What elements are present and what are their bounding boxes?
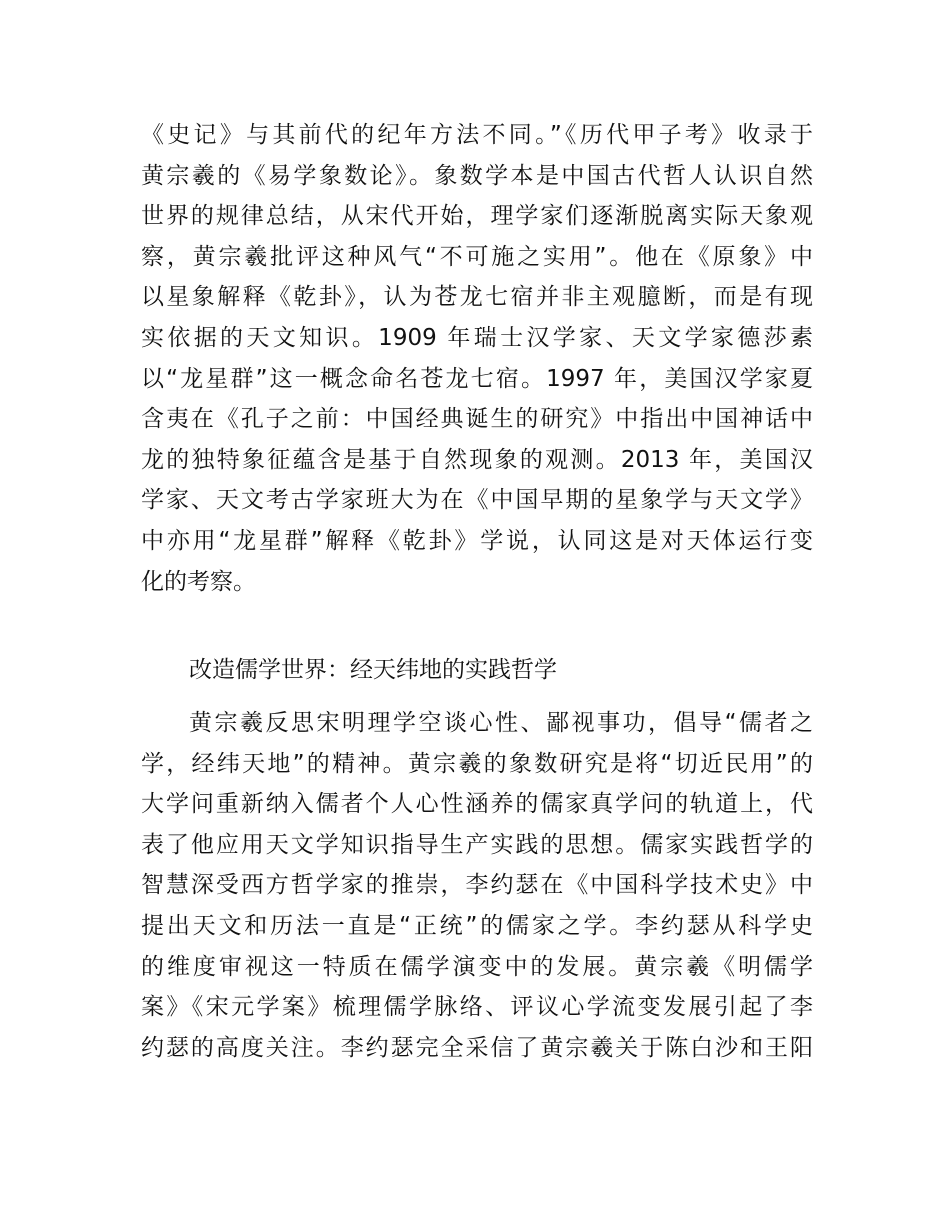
text-line: 化的考察。 xyxy=(141,568,256,595)
text-line: 黄宗羲反思宋明理学空谈心性、鄙视事功，倡导“儒者之 xyxy=(189,710,813,736)
paragraph-1 xyxy=(141,115,813,602)
text-line: 的维度审视这一特质在儒学演变中的发展。黄宗羲《明儒学 xyxy=(141,953,813,980)
text-line: 龙的独特象征蕴含是基于自然现象的观测。2013 年，美国汉 xyxy=(141,446,813,473)
paragraph-2 xyxy=(141,703,813,1068)
text-line: 中亦用“龙星群”解释《乾卦》学说，认同这是对天体运行变 xyxy=(141,527,813,554)
text-line: 含夷在《孔子之前：中国经典诞生的研究》中指出中国神话中 xyxy=(141,406,813,433)
text-line: 黄宗羲的《易学象数论》。象数学本是中国古代哲人认识自然 xyxy=(141,162,813,189)
section-heading-text: 改造儒学世界：经天纬地的实践哲学 xyxy=(189,657,557,683)
text-line: 案》《宋元学案》梳理儒学脉络、评议心学流变发展引起了李 xyxy=(141,994,813,1021)
text-line: 实依据的天文知识。1909 年瑞士汉学家、天文学家德莎素 xyxy=(141,324,813,351)
text-line: 察，黄宗羲批评这种风气“不可施之实用”。他在《原象》中 xyxy=(141,243,813,270)
text-line: 世界的规律总结，从宋代开始，理学家们逐渐脱离实际天象观 xyxy=(141,203,813,230)
text-line: 提出天文和历法一直是“正统”的儒家之学。李约瑟从科学史 xyxy=(141,912,813,939)
text-line: 表了他应用天文学知识指导生产实践的思想。儒家实践哲学的 xyxy=(141,831,813,858)
section-heading xyxy=(141,650,813,691)
text-line: 学家、天文考古学家班大为在《中国早期的星象学与天文学》 xyxy=(141,487,813,514)
text-line: 以星象解释《乾卦》，认为苍龙七宿并非主观臆断，而是有现 xyxy=(141,284,813,311)
text-line: 智慧深受西方哲学家的推崇，李约瑟在《中国科学技术史》中 xyxy=(141,872,813,899)
text-line: 大学问重新纳入儒者个人心性涵养的儒家真学问的轨道上，代 xyxy=(141,791,813,818)
text-line: 《史记》与其前代的纪年方法不同。”《历代甲子考》收录于 xyxy=(141,122,813,148)
text-line: 约瑟的高度关注。李约瑟完全采信了黄宗羲关于陈白沙和王阳 xyxy=(141,1034,813,1061)
text-line: 学，经纬天地”的精神。黄宗羲的象数研究是将“切近民用”的 xyxy=(141,750,813,777)
text-line: 以“龙星群”这一概念命名苍龙七宿。1997 年，美国汉学家夏 xyxy=(141,365,813,392)
